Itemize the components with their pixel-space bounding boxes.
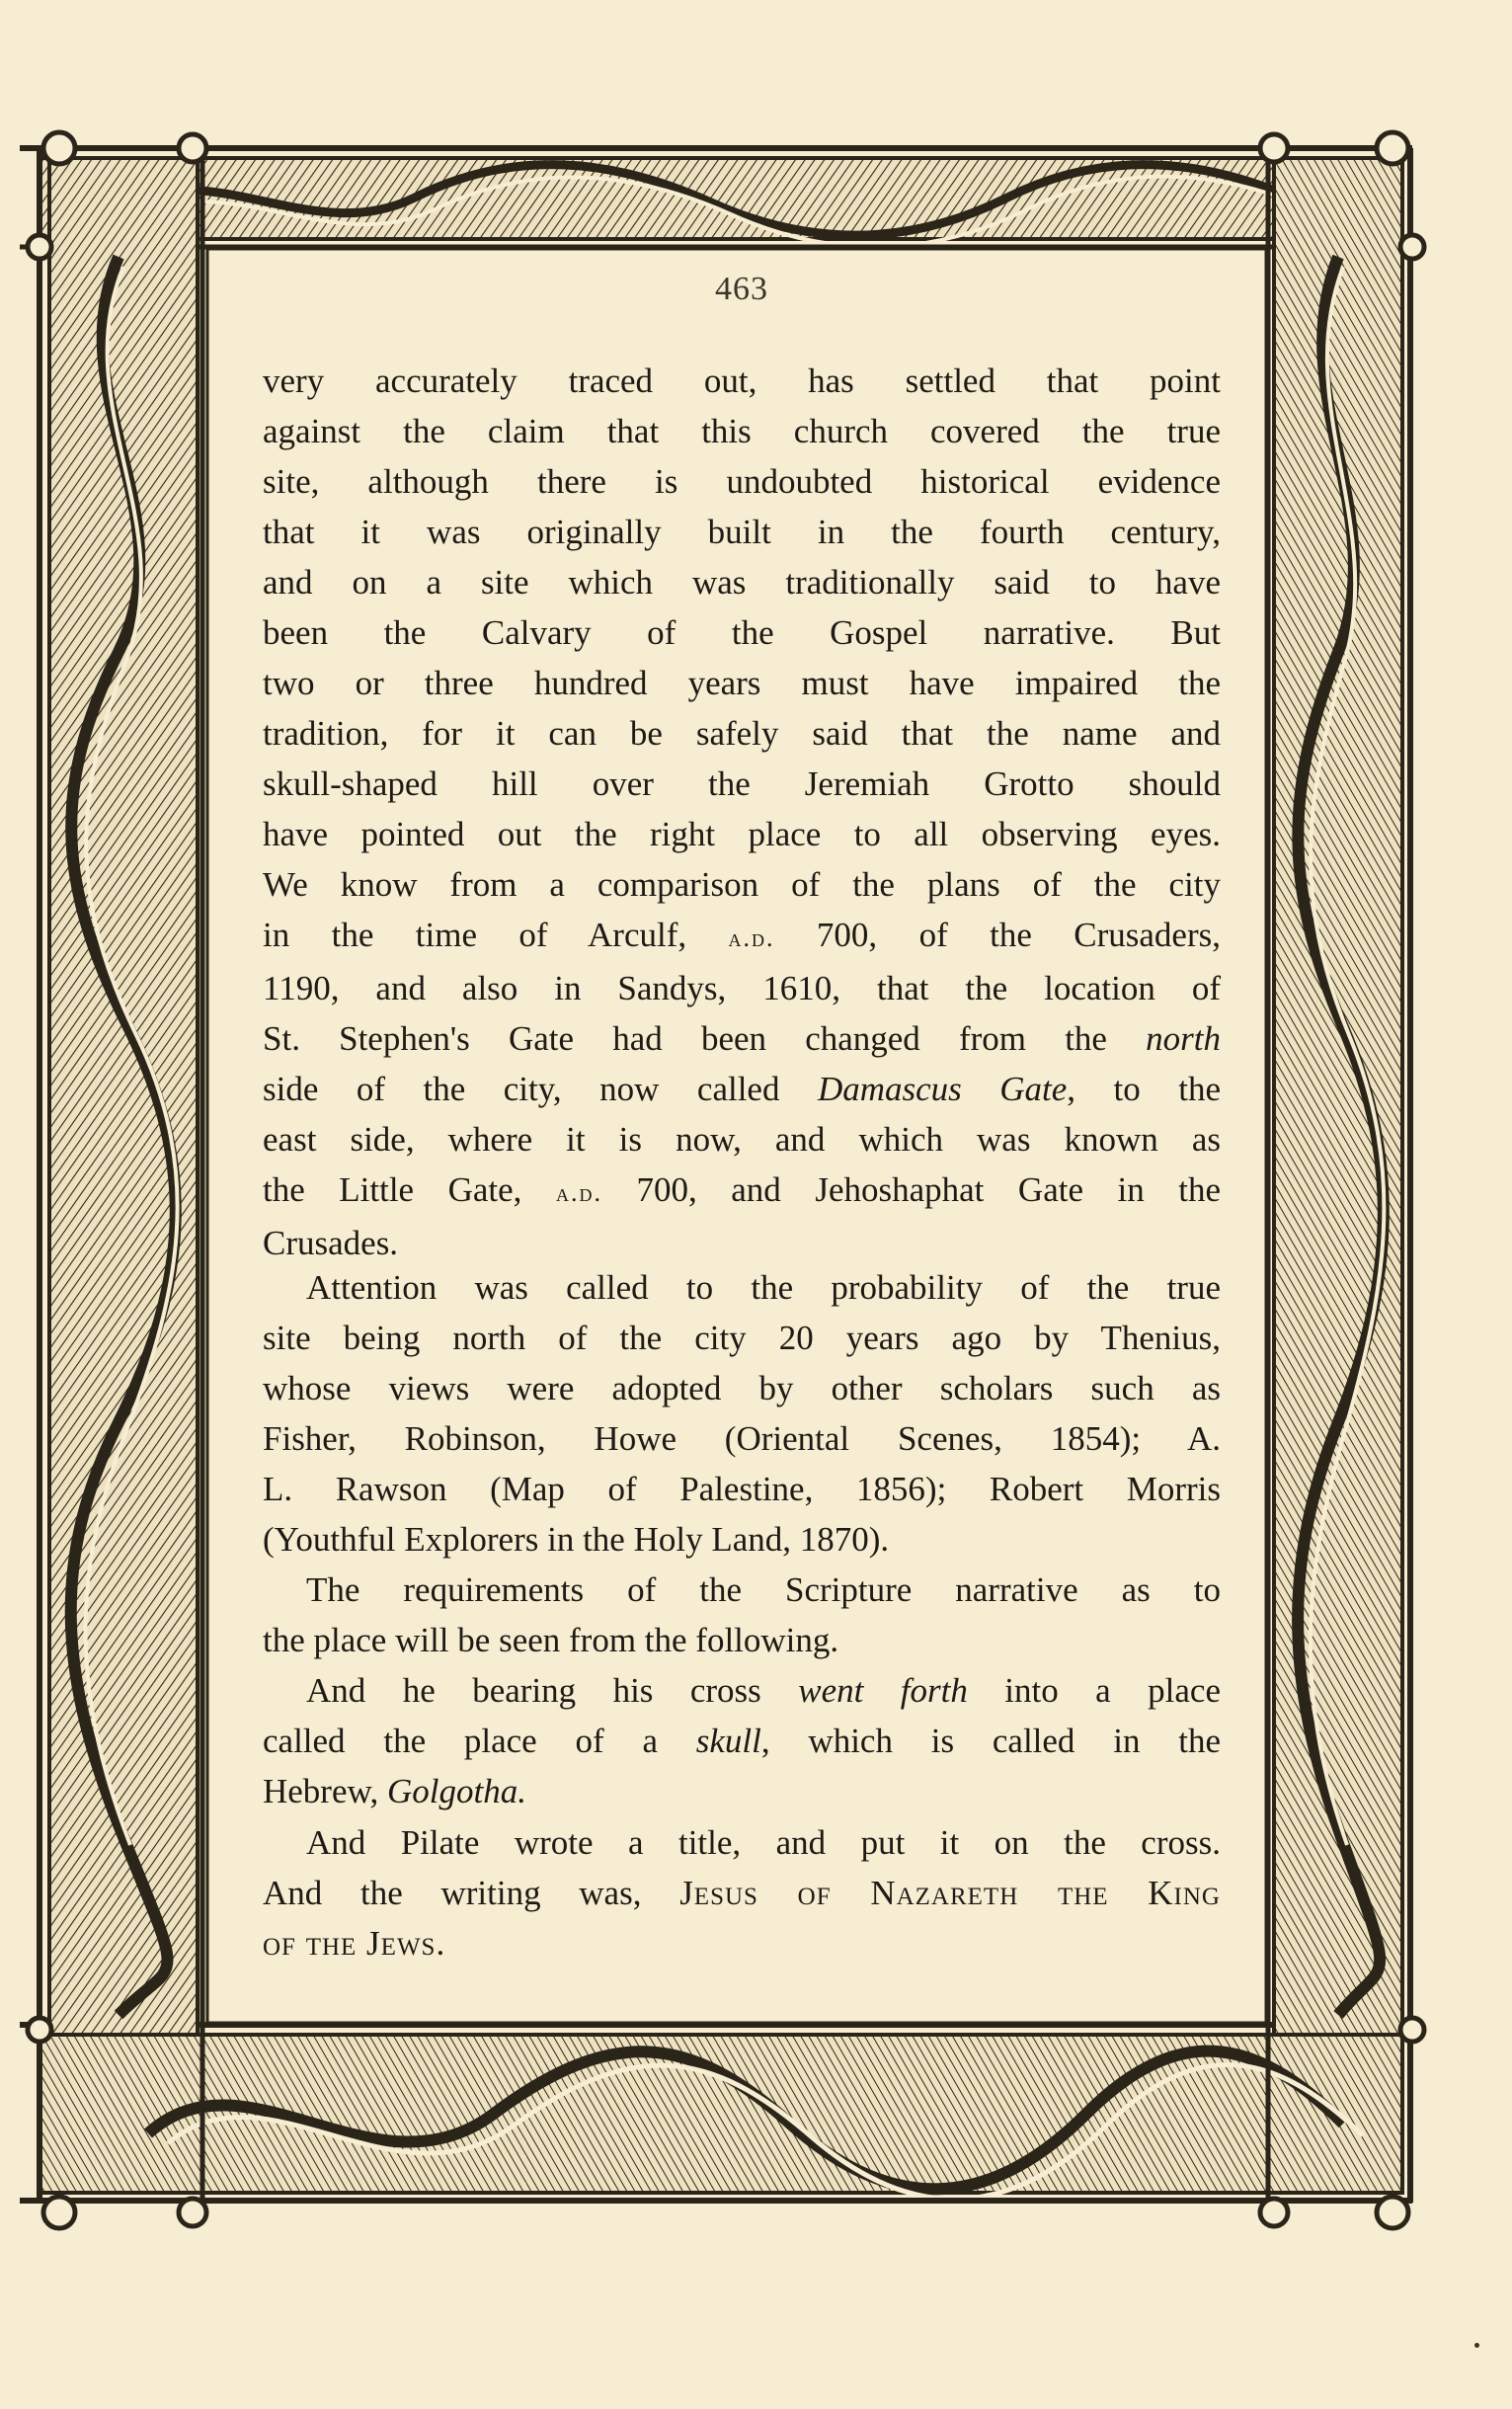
text-run: , to the <box>1067 1070 1221 1108</box>
italic-damascus-gate: Damascus Gate <box>817 1070 1068 1108</box>
text-run: in the time of Arculf, <box>263 916 729 954</box>
text-line: tradition, for it can be safely said that the name and <box>263 714 1221 753</box>
text-line: east side, where it is now, and which was known as <box>263 1120 1221 1159</box>
text-line: And Pilate wrote a title, and put it on the cross. <box>306 1823 1221 1862</box>
paragraph-3 <box>263 1565 1221 1665</box>
text-run: Hebrew, <box>263 1772 388 1810</box>
text-line: against the claim that this church covered the true <box>263 412 1221 450</box>
frame-right-band <box>1268 148 1410 2203</box>
text-line <box>263 910 1221 963</box>
italic-skull: skull <box>695 1722 761 1760</box>
text-run: And he bearing his cross <box>306 1671 799 1710</box>
text-line: whose views were adopted by other scholars such as <box>263 1369 1221 1407</box>
text-line <box>263 1716 1221 1766</box>
text-line: and on a site which was traditionally said to have <box>263 563 1221 602</box>
small-caps-title: Jesus of Nazareth the King <box>679 1874 1221 1912</box>
small-caps-title: of the Jews. <box>263 1924 446 1963</box>
frame-left-band <box>40 148 202 2203</box>
text-line: site, although there is undoubted historical evidence <box>263 462 1221 501</box>
text-run: 700, of the Crusaders, <box>774 916 1221 954</box>
text-line <box>263 1766 1221 1816</box>
text-line: have pointed out the right place to all observing eyes. <box>263 815 1221 853</box>
text-line: (Youthful Explorers in the Holy Land, 1870). <box>263 1520 890 1559</box>
italic-north: north <box>1146 1019 1221 1058</box>
text-line: The requirements of the Scripture narrative as to <box>306 1570 1221 1609</box>
text-line <box>263 1013 1221 1064</box>
text-line: Attention was called to the probability of the true <box>306 1268 1221 1307</box>
paragraph-1 <box>263 356 1221 1268</box>
text-line: Fisher, Robinson, Howe (Oriental Scenes, 1854); A. <box>263 1419 1221 1458</box>
text-run: St. Stephen's Gate had been changed from the <box>263 1019 1147 1058</box>
text-line <box>263 1918 1221 1968</box>
text-run: , which is called in the <box>760 1722 1221 1760</box>
paragraph-2 <box>263 1262 1221 1565</box>
text-line <box>263 1164 1221 1218</box>
text-line <box>263 1665 1221 1716</box>
frame-top-band <box>20 148 1412 247</box>
text-run: 700, and Jehoshaphat Gate in the <box>601 1170 1222 1209</box>
text-run: the Little Gate, <box>263 1170 556 1209</box>
text-line: the place will be seen from the following. <box>263 1621 839 1659</box>
text-line: two or three hundred years must have impaired the <box>263 664 1221 702</box>
text-run: called the place of a <box>263 1722 696 1760</box>
paper-speck <box>1474 2343 1479 2348</box>
text-run: And the writing was, <box>263 1874 680 1912</box>
text-line: L. Rawson (Map of Palestine, 1856); Robert Morris <box>263 1470 1221 1508</box>
text-line: very accurately traced out, has settled that point <box>263 361 1221 400</box>
anno-domini: a.d. <box>555 1178 602 1207</box>
frame-bottom-band <box>20 2025 1412 2201</box>
text-line: We know from a comparison of the plans of the city <box>263 865 1221 904</box>
text-line: skull-shaped hill over the Jeremiah Grotto should <box>263 764 1221 803</box>
text-line: Crusades. <box>263 1224 399 1262</box>
text-line: site being north of the city 20 years ago by Thenius, <box>263 1319 1221 1357</box>
anno-domini: a.d. <box>728 923 775 952</box>
italic-golgotha: Golgotha. <box>387 1772 526 1810</box>
text-line: that it was originally built in the fourth century, <box>263 513 1221 551</box>
text-panel <box>263 265 1221 2013</box>
text-run: side of the city, now called <box>263 1070 818 1108</box>
text-line <box>263 1868 1221 1918</box>
text-line <box>263 1064 1221 1114</box>
text-line: 1190, and also in Sandys, 1610, that the location of <box>263 969 1221 1007</box>
paragraph-4 <box>263 1665 1221 1816</box>
text-run: into a place <box>967 1671 1221 1710</box>
paragraph-5 <box>263 1817 1221 1968</box>
text-line: been the Calvary of the Gospel narrative. But <box>263 613 1221 652</box>
page-number: 463 <box>715 271 768 307</box>
italic-went-forth: went forth <box>798 1671 968 1710</box>
